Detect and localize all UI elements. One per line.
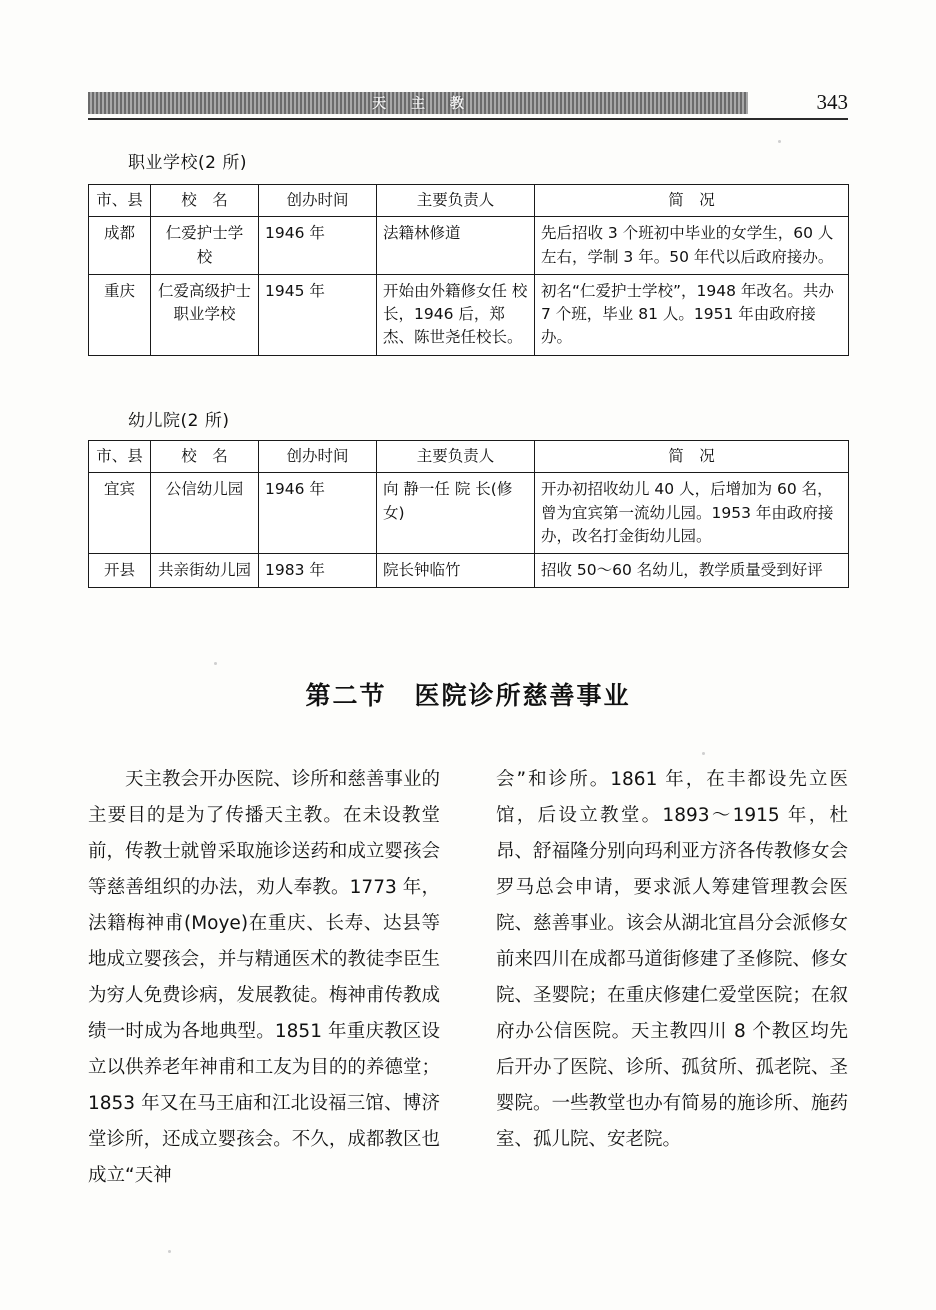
table-vocational-schools: [88, 184, 849, 356]
cell-school: 公信幼儿园: [151, 473, 259, 554]
cell-note: 招收 50～60 名幼儿，教学质量受到好评: [535, 554, 849, 588]
table-row: [89, 473, 849, 554]
running-head-bar: [88, 92, 748, 114]
cell-note: 开办初招收幼儿 40 人，后增加为 60 名，曾为宜宾第一流幼儿园。1953 年由政府接办，改名打金街幼儿园。: [535, 473, 849, 554]
cell-city: 宜宾: [89, 473, 151, 554]
cell-leader: 开始由外籍修女任 校 长，1946 后，郑杰、陈世尧任校长。: [377, 274, 535, 355]
scan-speck: [214, 662, 217, 665]
page-header: [88, 92, 848, 118]
cell-city: 成都: [89, 217, 151, 275]
cell-leader: 院长钟临竹: [377, 554, 535, 588]
table-caption-kindergarten: 幼儿院(2 所): [128, 411, 230, 431]
col-city: 市、县: [89, 185, 151, 217]
col-leader: 主要负责人: [377, 185, 535, 217]
table-header-row: [89, 441, 849, 473]
scan-speck: [702, 752, 705, 755]
cell-school: 仁爱护士学 校: [151, 217, 259, 275]
table-kindergartens: [88, 440, 849, 588]
col-note: 简 况: [535, 185, 849, 217]
table-row: [89, 554, 849, 588]
cell-city: 开县: [89, 554, 151, 588]
scan-speck: [168, 1250, 171, 1253]
col-note: 简 况: [535, 441, 849, 473]
cell-founded: 1945 年: [259, 274, 377, 355]
section-title: 医院诊所慈善事业: [414, 681, 631, 710]
section-heading: [0, 676, 936, 712]
col-school: 校 名: [151, 185, 259, 217]
body-column-right: [496, 762, 848, 1194]
col-leader: 主要负责人: [377, 441, 535, 473]
paragraph-right: 会”和诊所。1861 年，在丰都设先立医馆，后设立教堂。1893～1915 年，杜昂、舒福隆分别向玛利亚方济各传教修女会罗马总会申请，要求派人筹建管理教会医院、慈善事业。该会从湖北宜昌分会派修女前来四川在成都马道街修建了圣修院、修女院、圣婴院；在重庆修建仁爱堂医院；在叙府办公信医院。天主教四川 8 个教区均先后开办了医院、诊所、孤贫所、孤老院、圣婴院。一些教堂也办有简易的施诊所、施药室、孤儿院、安老院。: [496, 769, 848, 1150]
col-founded: 创办时间: [259, 441, 377, 473]
cell-founded: 1983 年: [259, 554, 377, 588]
running-title: 天 主 教: [372, 96, 474, 112]
table-row: [89, 274, 849, 355]
cell-note: 初名“仁爱护士学校”，1948 年改名。共办 7 个班，毕业 81 人。1951 年由政府接办。: [535, 274, 849, 355]
section-label: 第二节: [305, 681, 387, 710]
cell-note: 先后招收 3 个班初中毕业的女学生，60 人左右，学制 3 年。50 年代以后政府接办。: [535, 217, 849, 275]
cell-city: 重庆: [89, 274, 151, 355]
cell-leader: 向 静一任 院 长(修女): [377, 473, 535, 554]
table-row: [89, 217, 849, 275]
table-header-row: [89, 185, 849, 217]
col-school: 校 名: [151, 441, 259, 473]
body-columns: [88, 762, 848, 1194]
cell-school: 共亲街幼儿园: [151, 554, 259, 588]
col-city: 市、县: [89, 441, 151, 473]
paragraph-left: 天主教会开办医院、诊所和慈善事业的主要目的是为了传播天主教。在未设教堂前，传教士就曾采取施诊送药和成立婴孩会等慈善组织的办法，劝人奉教。1773 年，法籍梅神甫(Moye)在重庆、长寿、达县等地成立婴孩会，并与精通医术的教徒李臣生为穷人免费诊病，发展教徒。梅神甫传教成绩一时成为各地典型。1851 年重庆教区设立以供养老年神甫和工友为目的的养德堂；1853 年又在马王庙和江北设福三馆、博济堂诊所，还成立婴孩会。不久，成都教区也成立“天神: [88, 769, 440, 1186]
scan-speck: [778, 140, 781, 143]
table-caption-vocational: 职业学校(2 所): [128, 153, 247, 173]
body-column-left: [88, 762, 440, 1194]
cell-school: 仁爱高级护士职业学校: [151, 274, 259, 355]
cell-leader: 法籍林修道: [377, 217, 535, 275]
header-rule: [88, 118, 848, 120]
cell-founded: 1946 年: [259, 217, 377, 275]
col-founded: 创办时间: [259, 185, 377, 217]
page-number: 343: [816, 90, 848, 114]
cell-founded: 1946 年: [259, 473, 377, 554]
